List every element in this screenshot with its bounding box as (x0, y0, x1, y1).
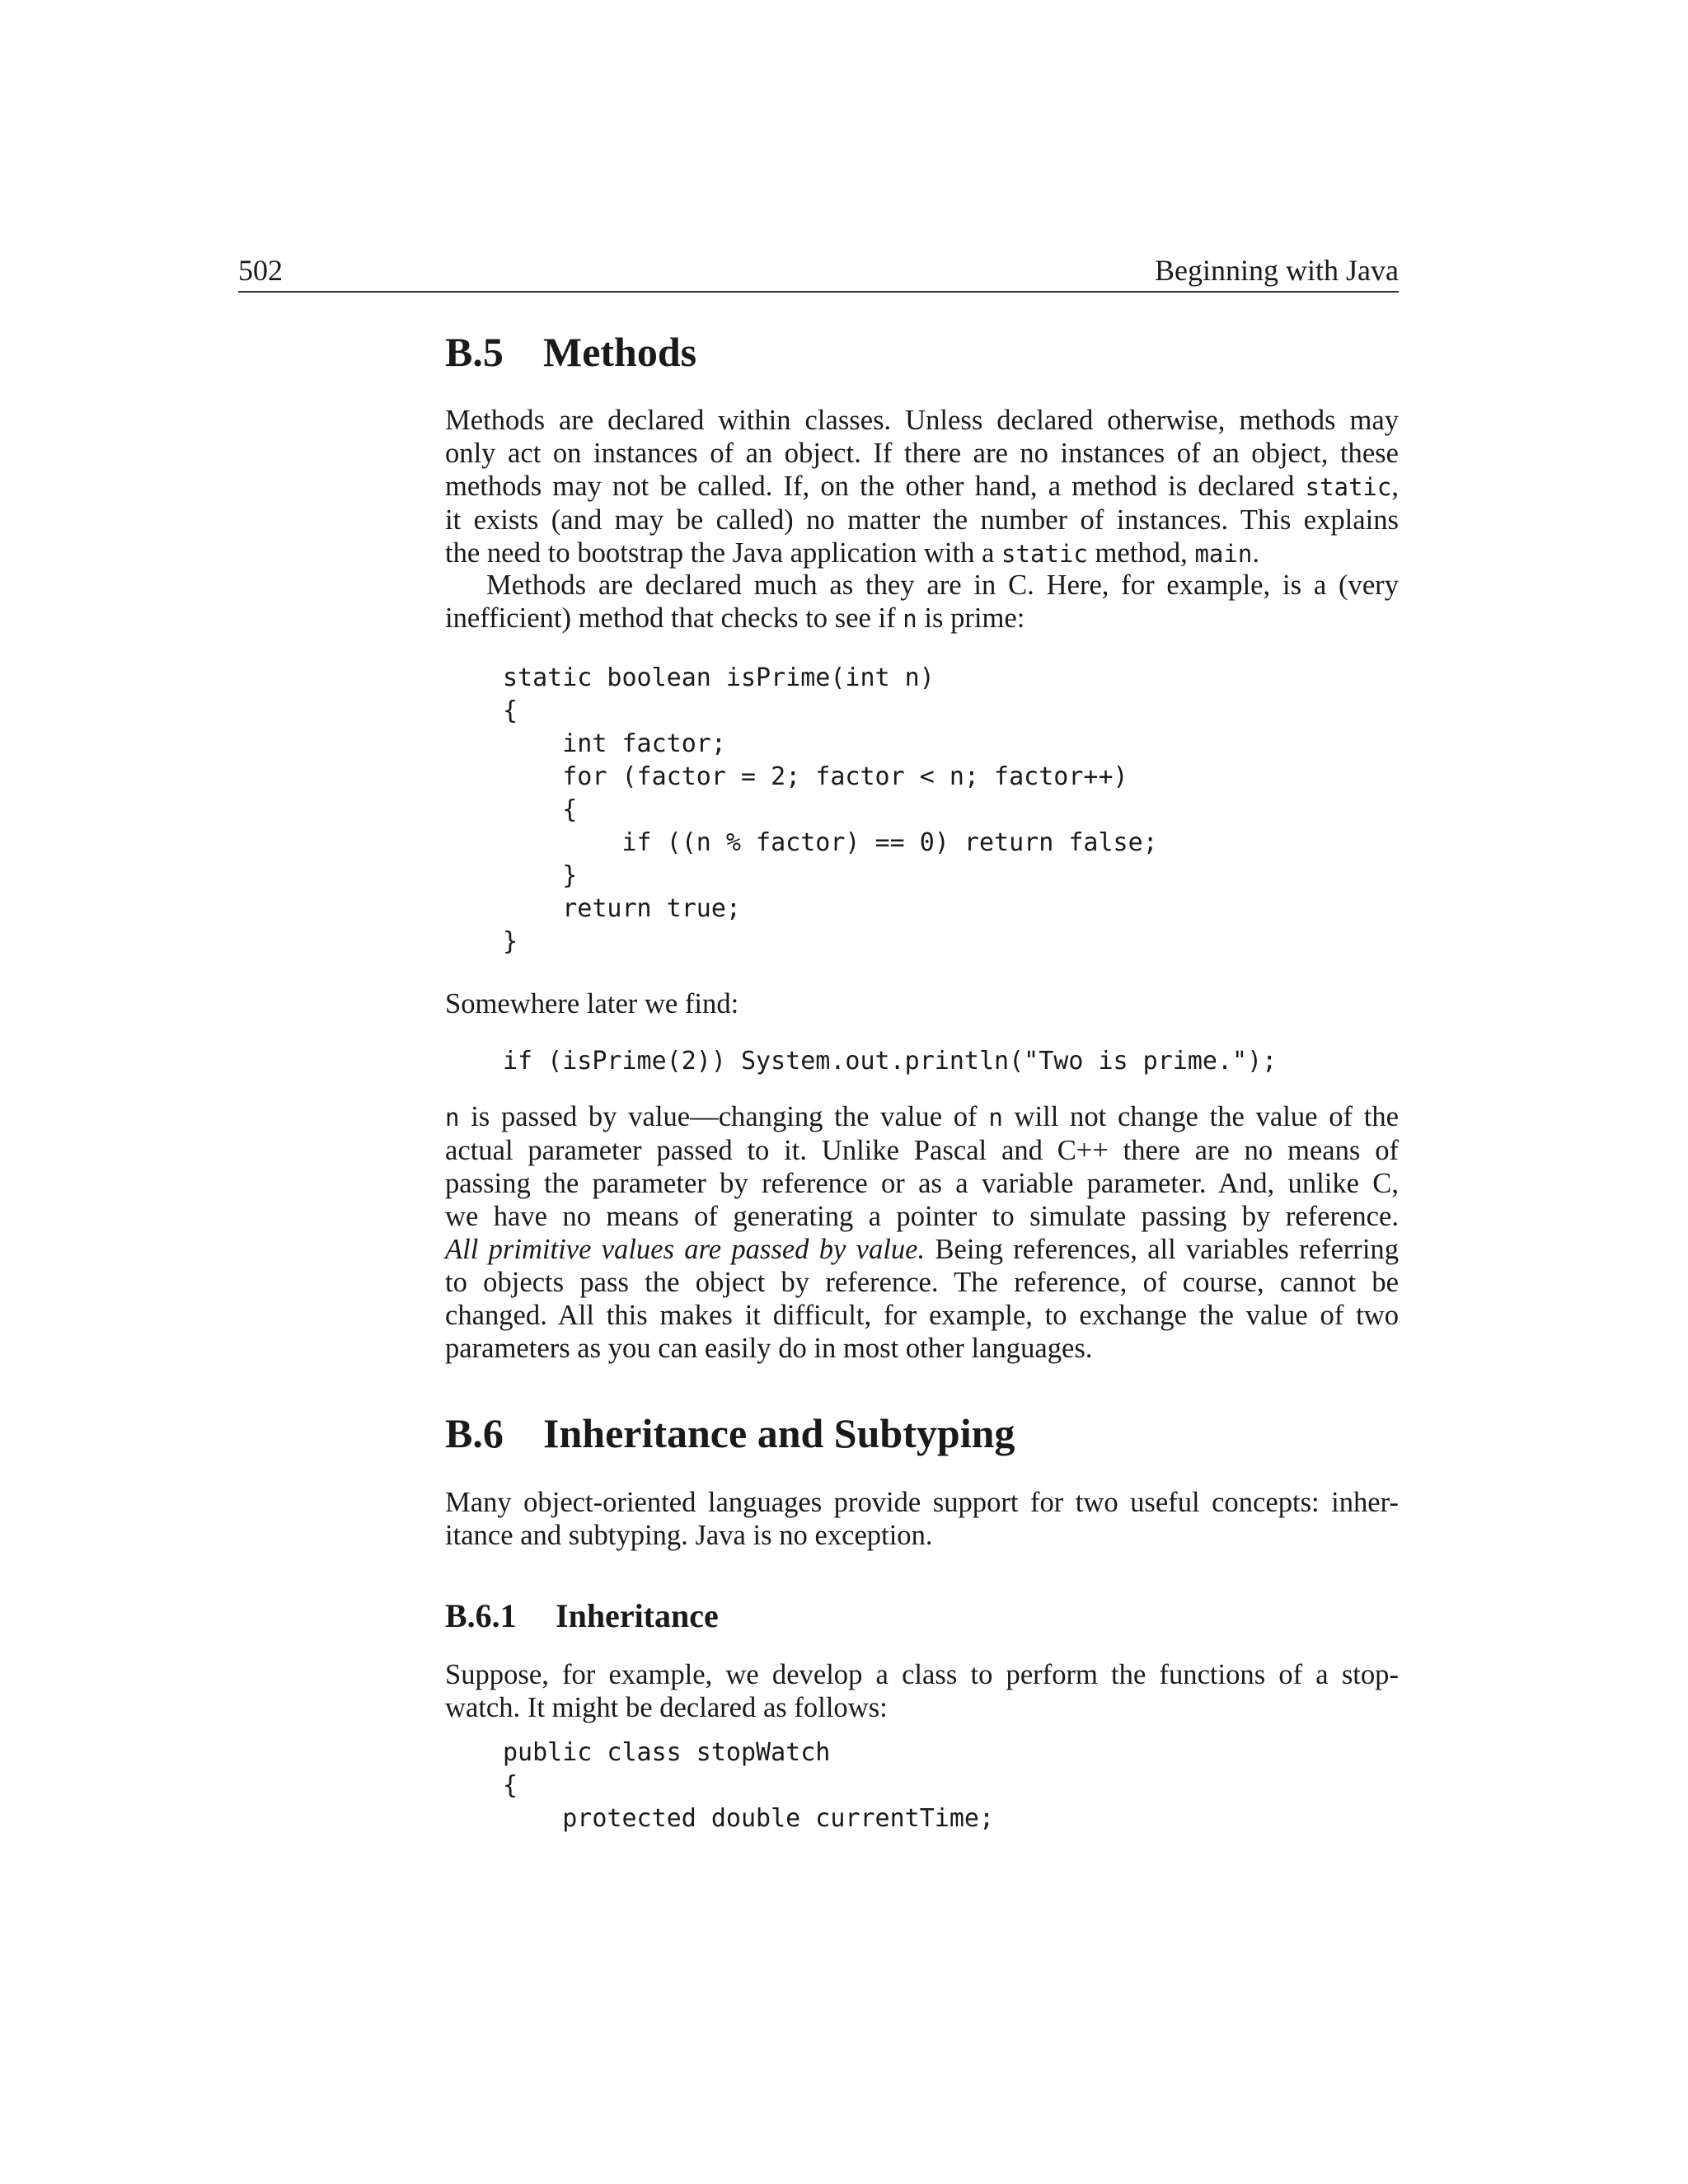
paragraph-pass-by-value: n is passed by value—changing the value of n will not change the value of the actual parameter passed to it. Unlike Pascal and C++ there are no means of passing the parameter by reference or as a variable parameter. And, unlike C, we have no means of generating a pointer to simulate passing by reference. All primitive values are passed by value. Being references, all variables referring to objects pass the object by reference. The reference, of course, cannot be changed. All this makes it difficult, for example, to exchange the value of two parameters as you can easily do in most other languages. (445, 1101, 1400, 1364)
paragraph-somewhere-later: Somewhere later we find: (445, 988, 739, 1019)
subsection-heading-inheritance (445, 1596, 719, 1635)
section-heading-methods (445, 328, 696, 376)
paragraph-methods-intro: Methods are declared within classes. Unless declared otherwise, methods may only act on instances of an object. If there are no instances of an object, these methods may not be called. If, on the other hand, a method is declared static, it exists (and may be called) no matter the number of instances. This explains the need to bootstrap the Java application with a static method, main. (445, 405, 1399, 569)
subsection-title: Inheritance (556, 1597, 719, 1634)
section-title: Inheritance and Subtyping (543, 1410, 1015, 1456)
page-number: 502 (238, 254, 283, 287)
section-number: B.5 (445, 329, 504, 375)
code-block-stopwatch: public class stopWatch { protected double currentTime; (503, 1738, 995, 1833)
section-number: B.6 (445, 1410, 504, 1456)
section-title: Methods (543, 329, 697, 375)
code-block-isprime: static boolean isPrime(int n) { int factor; for (factor = 2; factor < n; factor++) { if ((n % factor) == 0) return false; } return true; } (503, 663, 1158, 956)
section-heading-inheritance-subtyping (445, 1409, 1015, 1457)
subsection-number: B.6.1 (445, 1597, 517, 1634)
running-title: Beginning with Java (1155, 254, 1399, 287)
paragraph-methods-declared: Methods are declared much as they are in C. Here, for example, is a (very inefficient) method that checks to see if n is prime: (445, 569, 1399, 634)
paragraph-stopwatch-intro: Suppose, for example, we develop a class to perform the functions of a stop- watch. It might be declared as follows: (445, 1659, 1399, 1723)
code-block-isprime-call: if (isPrime(2)) System.out.println("Two is prime."); (503, 1047, 1278, 1076)
page-header (238, 251, 1399, 293)
paragraph-inheritance-intro: Many object-oriented languages provide support for two useful concepts: inher- itance and subtyping. Java is no exception. (445, 1487, 1399, 1551)
